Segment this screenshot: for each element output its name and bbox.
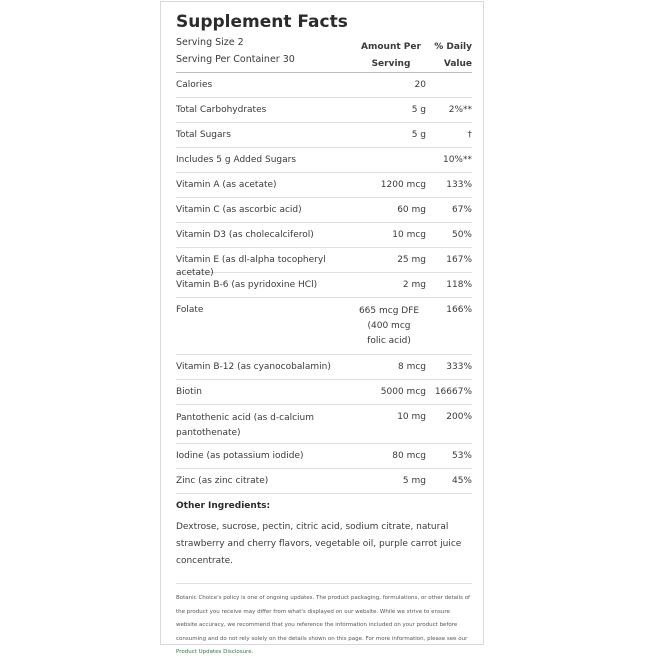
servings-per-container: Serving Per Container 30	[176, 54, 295, 65]
nutrient-row	[176, 273, 472, 298]
nutrient-row	[176, 173, 472, 198]
panel-title: Supplement Facts	[176, 12, 348, 32]
table-header	[176, 32, 472, 73]
dv-header-line1: % Daily	[434, 42, 472, 52]
nutrient-amount: 5 g	[411, 105, 426, 115]
nutrient-amount: 5000 mcg	[380, 387, 426, 397]
nutrient-row	[176, 298, 472, 355]
nutrient-name: Vitamin D3 (as cholecalciferol)	[176, 230, 314, 240]
nutrient-row	[176, 73, 472, 98]
nutrient-row	[176, 98, 472, 123]
supplement-facts-content	[176, 12, 472, 660]
nutrient-row	[176, 380, 472, 405]
nutrient-daily-value: 118%	[446, 280, 472, 290]
other-ingredients-heading: Other Ingredients:	[176, 501, 271, 511]
nutrient-name: Vitamin B-6 (as pyridoxine HCl)	[176, 280, 318, 290]
amount-header-line2: Serving	[371, 59, 411, 69]
nutrient-row	[176, 444, 472, 469]
nutrient-name: Folate	[176, 305, 204, 315]
nutrient-name: Pantothenic acid (as d-calcium pantothenate)	[176, 413, 315, 438]
other-ingredients-text: Dextrose, sucrose, pectin, citric acid, sodium citrate, natural strawberry and cherry flavors, vegetable oil, purple carrot juice concentrate.	[176, 522, 462, 566]
nutrient-name: Vitamin A (as acetate)	[176, 180, 277, 190]
nutrient-name: Iodine (as potassium iodide)	[176, 451, 304, 461]
nutrient-daily-value: 10%**	[442, 155, 472, 165]
nutrient-daily-value: 53%	[451, 451, 472, 461]
nutrient-amount: 80 mcg	[392, 451, 426, 461]
serving-info	[176, 34, 295, 68]
nutrient-daily-value: 333%	[446, 362, 472, 372]
nutrient-name: Vitamin C (as ascorbic acid)	[176, 205, 302, 215]
nutrient-row	[176, 198, 472, 223]
nutrient-name: Vitamin B-12 (as cyanocobalamin)	[176, 362, 331, 372]
disclaimer	[176, 583, 472, 660]
nutrient-amount: 665 mcg DFE (400 mcg folic acid)	[358, 306, 420, 346]
serving-size: Serving Size 2	[176, 37, 244, 48]
daily-value-column-header	[428, 39, 472, 73]
nutrient-name: Biotin	[176, 387, 202, 397]
nutrient-daily-value: 133%	[446, 180, 472, 190]
nutrient-amount: 25 mg	[397, 255, 426, 265]
disclaimer-text: Botanic Choice's policy is one of ongoing updates. The product packaging, formulations, or other details of the product you receive may differ from what's displayed on our website. While we strive to ensure website accuracy, we recommend that you reference the information included on your product before consuming and do not rely solely on the details shown on this page. For more information, please see our	[176, 595, 470, 642]
nutrient-name: Vitamin E (as dl-alpha tocopheryl acetate)	[176, 255, 326, 278]
amount-column-header	[356, 39, 426, 73]
nutrient-amount: 2 mg	[402, 280, 426, 290]
nutrient-row	[176, 148, 472, 173]
nutrient-daily-value: 45%	[451, 476, 472, 486]
nutrient-row	[176, 123, 472, 148]
nutrient-amount: 60 mg	[397, 205, 426, 215]
nutrient-amount: 20	[414, 80, 426, 90]
nutrient-amount: 10 mcg	[392, 230, 426, 240]
nutrient-row	[176, 405, 472, 444]
nutrient-row	[176, 248, 472, 278]
nutrient-daily-value: 2%**	[448, 105, 472, 115]
product-updates-disclosure-link[interactable]: Product Updates Disclosure	[176, 649, 252, 655]
nutrient-name: Calories	[176, 80, 213, 90]
nutrient-row	[176, 355, 472, 380]
nutrient-daily-value: 166%	[446, 305, 472, 315]
disclaimer-end: .	[251, 649, 254, 655]
nutrient-daily-value: †	[467, 130, 472, 140]
nutrient-row	[176, 223, 472, 248]
supplement-facts-panel	[160, 1, 484, 655]
nutrient-daily-value: 50%	[451, 230, 472, 240]
nutrient-daily-value: 67%	[451, 205, 472, 215]
nutrient-name: Total Sugars	[176, 130, 231, 140]
nutrient-daily-value: 16667%	[434, 387, 472, 397]
amount-header-line1: Amount Per	[361, 42, 421, 52]
dv-header-line2: Value	[443, 59, 472, 69]
nutrient-name: Total Carbohydrates	[176, 105, 267, 115]
nutrient-name: Zinc (as zinc citrate)	[176, 476, 269, 486]
nutrient-name: Includes 5 g Added Sugars	[176, 155, 297, 165]
nutrient-amount: 10 mg	[397, 412, 426, 422]
nutrient-amount: 1200 mcg	[380, 180, 426, 190]
nutrient-row	[176, 469, 472, 494]
nutrient-amount: 8 mcg	[397, 362, 426, 372]
nutrient-daily-value: 200%	[446, 412, 472, 422]
nutrient-amount: 5 g	[411, 130, 426, 140]
nutrient-amount: 5 mg	[402, 476, 426, 486]
nutrient-daily-value: 167%	[446, 255, 472, 265]
